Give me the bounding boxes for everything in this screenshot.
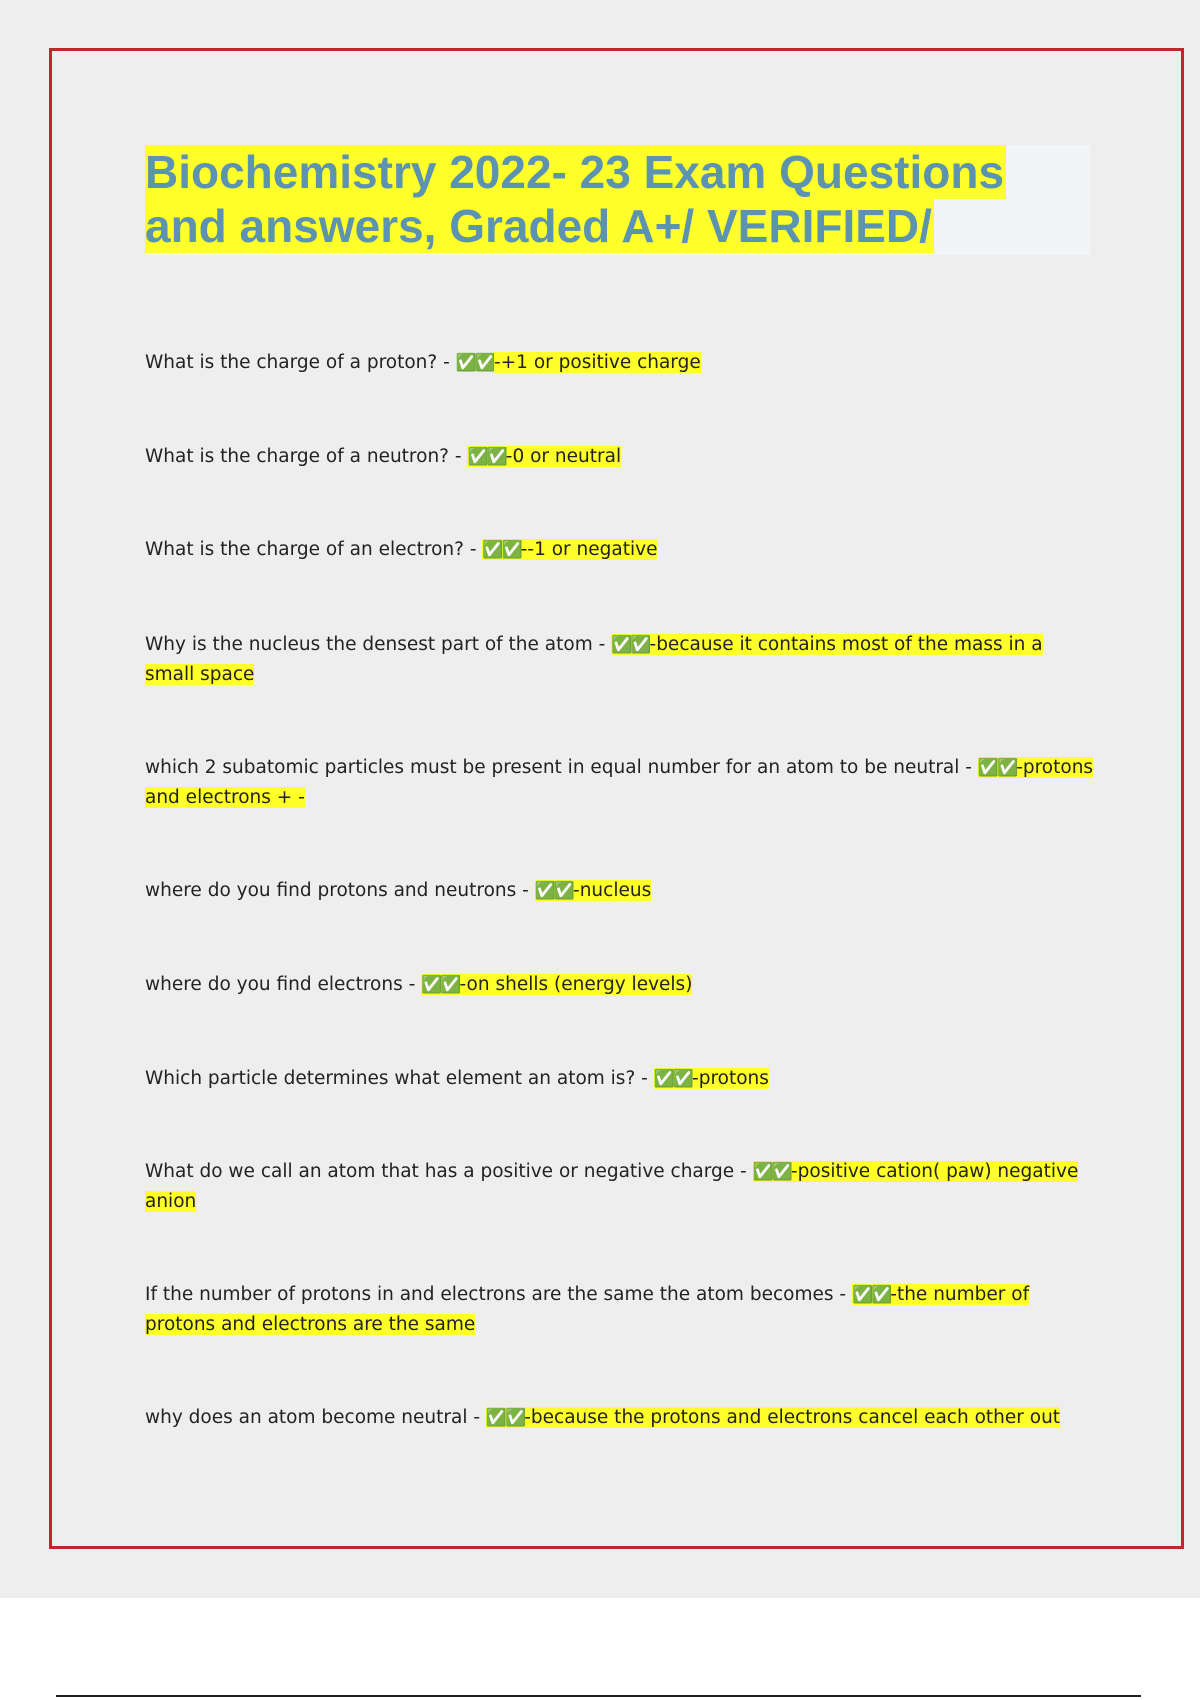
answer-text: -nucleus [573, 880, 652, 901]
question-text: where do you find electrons - [145, 974, 422, 995]
double-check-icon: ✅✅ [752, 1162, 791, 1182]
qa-item-7 [145, 970, 1095, 1000]
double-check-icon: ✅✅ [455, 353, 494, 373]
double-check-icon: ✅✅ [851, 1285, 891, 1305]
answer-text: -the number of protons and electrons are the same [145, 1284, 1030, 1335]
answer-text: -0 or neutral [505, 446, 622, 467]
question-text: What is the charge of a proton? - [145, 352, 456, 373]
document-title [145, 145, 1090, 253]
question-text: What is the charge of a neutron? - [145, 446, 468, 467]
question-text: Why is the nucleus the densest part of the atom - [145, 634, 612, 655]
answer-text: -protons [692, 1068, 769, 1089]
answer-text: -protons and electrons + - [145, 757, 1094, 808]
qa-item-1 [145, 348, 1095, 378]
answer-text: -positive cation( paw) negative anion [145, 1161, 1079, 1212]
qa-item-6 [145, 876, 1095, 906]
qa-item-8 [145, 1064, 1095, 1094]
qa-item-11 [145, 1403, 1095, 1433]
question-text: If the number of protons in and electrons are the same the atom becomes - [145, 1284, 852, 1305]
question-text: Which particle determines what element an atom is? - [145, 1068, 654, 1089]
qa-item-5 [145, 753, 1095, 812]
title-line-2: and answers, Graded A+/ VERIFIED/ [145, 200, 932, 252]
question-text: which 2 subatomic particles must be present in equal number for an atom to be neutral - [145, 757, 978, 778]
question-text: What do we call an atom that has a positive or negative charge - [145, 1161, 753, 1182]
answer-text: -+1 or positive charge [494, 352, 701, 373]
double-check-icon: ✅✅ [482, 540, 521, 560]
double-check-icon: ✅✅ [485, 1408, 525, 1428]
double-check-icon: ✅✅ [467, 447, 506, 467]
double-check-icon: ✅✅ [421, 975, 460, 995]
qa-item-4 [145, 630, 1095, 689]
double-check-icon: ✅✅ [653, 1069, 693, 1089]
answer-text: -because it contains most of the mass in a small space [145, 634, 1043, 685]
answer-text: -on shells (energy levels) [459, 974, 693, 995]
double-check-icon: ✅✅ [977, 758, 1017, 778]
qa-item-3 [145, 535, 1095, 565]
question-text: What is the charge of an electron? - [145, 539, 483, 560]
qa-item-10 [145, 1280, 1095, 1339]
question-text: why does an atom become neutral - [145, 1407, 486, 1428]
title-line-1: Biochemistry 2022- 23 Exam Questions [145, 146, 1005, 198]
qa-item-2 [145, 442, 1095, 472]
answer-text: --1 or negative [520, 539, 658, 560]
question-text: where do you find protons and neutrons - [145, 880, 535, 901]
double-check-icon: ✅✅ [534, 881, 574, 901]
answer-text: -because the protons and electrons cancel each other out [524, 1407, 1061, 1428]
double-check-icon: ✅✅ [611, 635, 650, 655]
footer-divider [56, 1695, 1141, 1697]
qa-item-9 [145, 1157, 1095, 1216]
